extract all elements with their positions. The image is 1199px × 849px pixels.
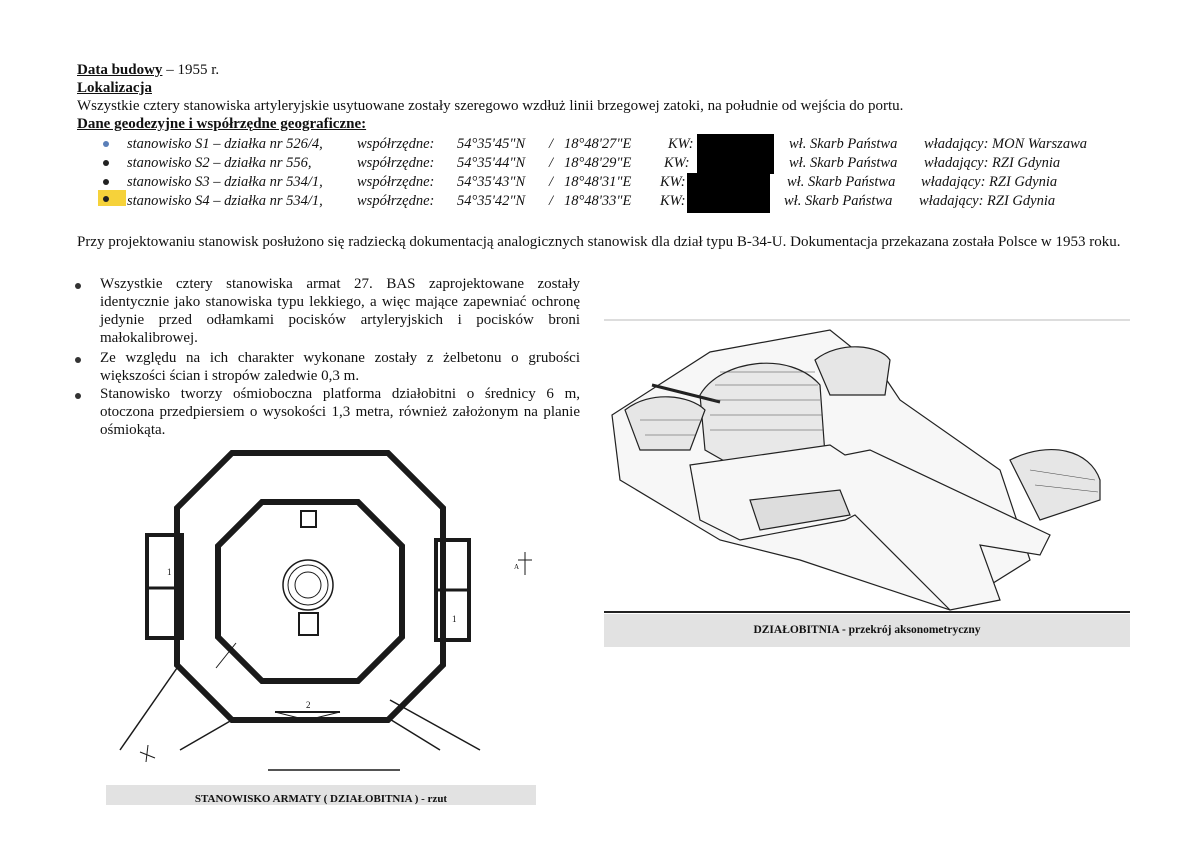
geo-lat: 54°35'42"N: [457, 193, 526, 209]
geo-coord-label: współrzędne:: [357, 174, 435, 190]
geo-lat: 54°35'45"N: [457, 136, 526, 152]
geo-owner: wł. Skarb Państwa: [789, 136, 898, 152]
geo-sep: /: [549, 174, 554, 190]
geo-sep: /: [549, 193, 554, 209]
bullet-text-2: Ze względu na ich charakter wykonane zostały z żelbetonu o grubości większości ścian i stropów zaledwie 0,3 m.: [100, 350, 580, 384]
room-label: 2: [306, 700, 311, 710]
geo-station: stanowisko S4 – działka nr 534/1,: [127, 193, 323, 209]
geo-owner: wł. Skarb Państwa: [789, 155, 898, 171]
geo-sep: /: [549, 155, 554, 171]
geo-lat: 54°35'43"N: [457, 174, 526, 190]
geo-lon: 18°48'27"E: [564, 136, 632, 152]
geo-manager: władający: MON Warszawa: [924, 136, 1087, 152]
geo-kw: KW:: [664, 155, 690, 171]
geo-station: stanowisko S3 – działka nr 534/1,: [127, 174, 323, 190]
build-date-value: – 1955 r.: [162, 62, 220, 78]
geo-owner: wł. Skarb Państwa: [787, 174, 896, 190]
plan-caption: STANOWISKO ARMATY ( DZIAŁOBITNIA ) - rzut: [106, 785, 536, 805]
bullet-text-1: Wszystkie cztery stanowiska armat 27. BAS zaprojektowane zostały identycznie jako stanowiska typu lekkiego, a więc mające zapewniać ochronę jedynie przed odłamkami pocisków artyleryjskich i pocisków broni małokalibrowej.: [100, 276, 580, 346]
geo-lon: 18°48'33"E: [564, 193, 632, 209]
geo-sep: /: [549, 136, 554, 152]
geo-station: stanowisko S2 – działka nr 556,: [127, 155, 312, 171]
geo-coord-label: współrzędne:: [357, 155, 435, 171]
room-label: 1: [167, 567, 172, 577]
geo-owner: wł. Skarb Państwa: [784, 193, 893, 209]
geo-manager: władający: RZI Gdynia: [919, 193, 1056, 209]
geo-coord-label: współrzędne:: [357, 193, 435, 209]
location-heading: Lokalizacja: [77, 80, 152, 96]
geo-kw: KW:: [660, 193, 686, 209]
geo-lon: 18°48'31"E: [564, 174, 632, 190]
intro-paragraph: Przy projektowaniu stanowisk posłużono się radziecką dokumentacją analogicznych stanowisk dla dział typu B-34-U. Dokumentacja przekazana została Polsce w 1953 roku.: [77, 234, 1121, 250]
geo-manager: władający: RZI Gdynia: [924, 155, 1061, 171]
bullet-text-3: Stanowisko tworzy ośmioboczna platforma działobitni o średnicy 6 m, otoczona przedpiersiem o wysokości 1,3 metra, również założonym na planie ośmiokąta.: [100, 386, 580, 438]
geo-heading: Dane geodezyjne i współrzędne geograficzne:: [77, 116, 367, 132]
geo-kw: KW:: [668, 136, 694, 152]
axon-caption: DZIAŁOBITNIA - przekrój aksonometryczny: [604, 614, 1130, 647]
room-label: 1: [452, 614, 457, 624]
geo-lon: 18°48'29"E: [564, 155, 632, 171]
geo-manager: władający: RZI Gdynia: [921, 174, 1058, 190]
build-date-label: Data budowy: [77, 62, 163, 78]
section-marker-label: A: [514, 563, 520, 571]
geo-lat: 54°35'44"N: [457, 155, 526, 171]
geo-station: stanowisko S1 – działka nr 526/4,: [127, 136, 323, 152]
geo-coord-label: współrzędne:: [357, 136, 435, 152]
location-text: Wszystkie cztery stanowiska artyleryjskie usytuowane zostały szeregowo wzdłuż linii brzegowej zatoki, na południe od wejścia do portu.: [77, 98, 904, 114]
geo-kw: KW:: [660, 174, 686, 190]
